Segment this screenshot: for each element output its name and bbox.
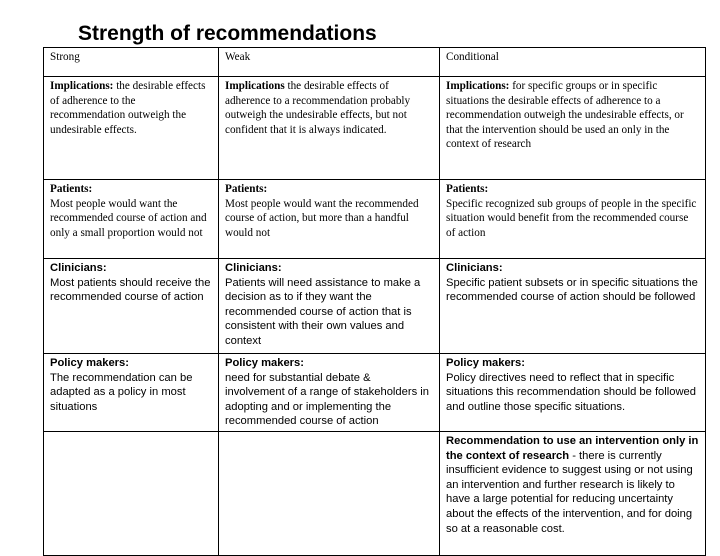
cell-text: Patients will need assistance to make a decision as to if they want the recommended course of action that is consistent with their own values and context [225,276,421,347]
cell-strong-implications [44,77,219,180]
cell-strong-policy-makers [44,354,219,432]
empty-cell [44,432,219,556]
cell-label: Patients: [225,183,268,195]
cell-weak-implications [219,77,440,180]
cell-conditional-implications [440,77,706,180]
cell-conditional-clinicians [440,259,706,354]
cell-text: the desirable effects of adherence to a recommendation probably outweigh the undesirable effects, but not confident that it is always indicated. [225,80,411,136]
cell-text: Policy directives need to reflect that in specific situations this recommendation should be followed and outline those specific situations. [446,371,696,413]
header-weak: Weak [219,48,440,77]
cell-label: Clinicians: [225,262,282,274]
table-row-patients [44,180,706,259]
cell-label: Clinicians: [446,262,503,274]
cell-text: Specific patient subsets or in specific situations the recommended course of action should be followed [446,276,698,304]
table-header-row [44,48,706,77]
cell-text: the desirable effects of adherence to the recommendation outweigh the undesirable effects. [50,80,206,136]
recommendations-table [43,47,706,556]
cell-label: Policy makers: [225,357,304,369]
cell-research-note [440,432,706,556]
cell-text: Most people would want the recommended course of action and only a small proportion would not [50,197,207,239]
cell-label: Implications [225,80,285,92]
cell-strong-patients [44,180,219,259]
cell-label: Policy makers: [446,357,525,369]
research-note-label: Recommendation to use an intervention only in the context of research [446,435,699,462]
cell-label: Patients: [446,183,489,195]
cell-text: Most people would want the recommended course of action, but more than a handful would not [225,197,419,239]
cell-text: Most patients should receive the recommended course of action [50,276,211,304]
cell-label: Implications: [50,80,114,92]
empty-cell [219,432,440,556]
cell-conditional-patients [440,180,706,259]
cell-weak-patients [219,180,440,259]
cell-label: Patients: [50,183,93,195]
table-row-implications [44,77,706,180]
table-row-policy-makers [44,354,706,432]
cell-strong-clinicians [44,259,219,354]
research-note-text: - there is currently insufficient evidence to suggest using or not using an intervention and further research is likely to have a large potential for reducing uncertainty about the effects of the intervention, and for doing so at a reasonable cost. [446,449,693,535]
page-title: Strength of recommendations [78,22,377,45]
cell-label: Clinicians: [50,262,107,274]
cell-weak-policy-makers [219,354,440,432]
cell-label: Implications: [446,80,510,92]
cell-text: for specific groups or in specific situations the desirable effects of adherence to a recommendation outweigh the undesirable effects, or that the intervention should be used an only in the context of research [446,80,684,151]
cell-label: Policy makers: [50,357,129,369]
table-row-research [44,432,706,556]
header-conditional: Conditional [440,48,706,77]
cell-text: need for substantial debate & involvement of a range of stakeholders in adopting and or implementing the recommended course of action [225,371,429,428]
table-row-clinicians [44,259,706,354]
cell-weak-clinicians [219,259,440,354]
cell-text: Specific recognized sub groups of people in the specific situation would benefit from the recommended course of action [446,197,697,239]
cell-conditional-policy-makers [440,354,706,432]
header-strong: Strong [44,48,219,77]
cell-text: The recommendation can be adapted as a policy in most situations [50,371,193,413]
